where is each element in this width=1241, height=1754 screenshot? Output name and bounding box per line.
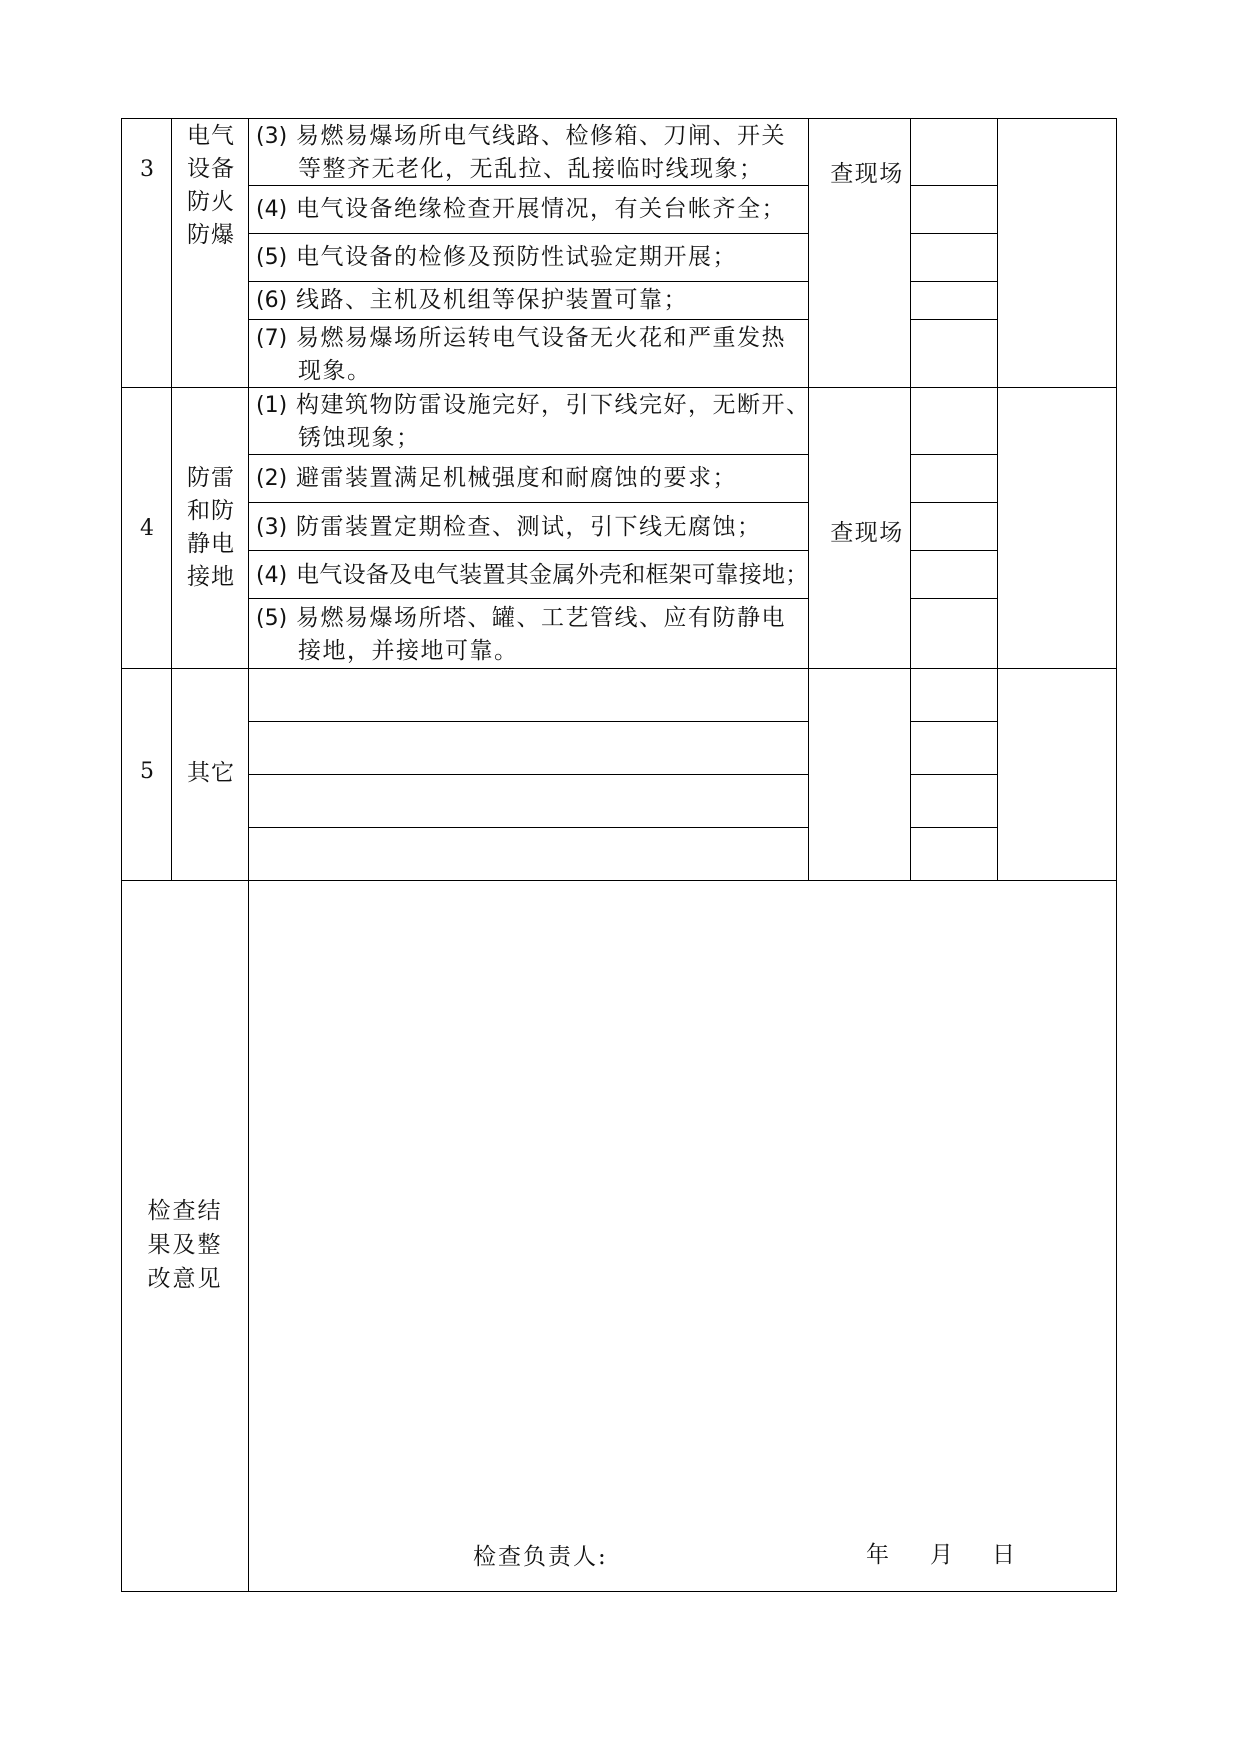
check-item: (6) 线路、主机及机组等保护装置可靠； <box>256 287 688 313</box>
section-category: 电气 设备 防火 防爆 <box>187 123 235 248</box>
check-item: (2) 避雷装置满足机械强度和耐腐蚀的要求； <box>256 465 737 491</box>
check-item: (5) 电气设备的检修及预防性试验定期开展； <box>256 244 737 270</box>
signer-label: 检查负责人: <box>473 1544 608 1570</box>
day-label: 日 <box>992 1542 1015 1568</box>
section-number: 4 <box>140 516 154 541</box>
check-method: 查现场 <box>830 161 904 187</box>
section-number: 5 <box>140 759 154 784</box>
check-item: (5) 易燃易爆场所塔、罐、工艺管线、应有防静电 接地，并接地可靠。 <box>256 605 786 664</box>
section-category: 其它 <box>187 760 235 786</box>
check-item: (4) 电气设备及电气装置其金属外壳和框架可靠接地； <box>256 562 809 588</box>
check-item: (3) 防雷装置定期检查、测试，引下线无腐蚀； <box>256 514 762 540</box>
check-item: (7) 易燃易爆场所运转电气设备无火花和严重发热 现象。 <box>256 325 786 384</box>
check-method: 查现场 <box>830 520 904 546</box>
result-label: 检查结 果及整 改意见 <box>147 1198 223 1292</box>
check-item: (4) 电气设备绝缘检查开展情况，有关台帐齐全； <box>256 196 786 222</box>
check-item: (1) 构建筑物防雷设施完好，引下线完好，无断开、 锈蚀现象； <box>256 392 811 451</box>
month-label: 月 <box>930 1542 953 1568</box>
check-item: (3) 易燃易爆场所电气线路、检修箱、刀闸、开关 等整齐无老化，无乱拉、乱接临时线现象； <box>256 123 786 182</box>
section-number: 3 <box>140 157 154 182</box>
section-category: 防雷 和防 静电 接地 <box>187 465 235 590</box>
year-label: 年 <box>866 1542 889 1568</box>
